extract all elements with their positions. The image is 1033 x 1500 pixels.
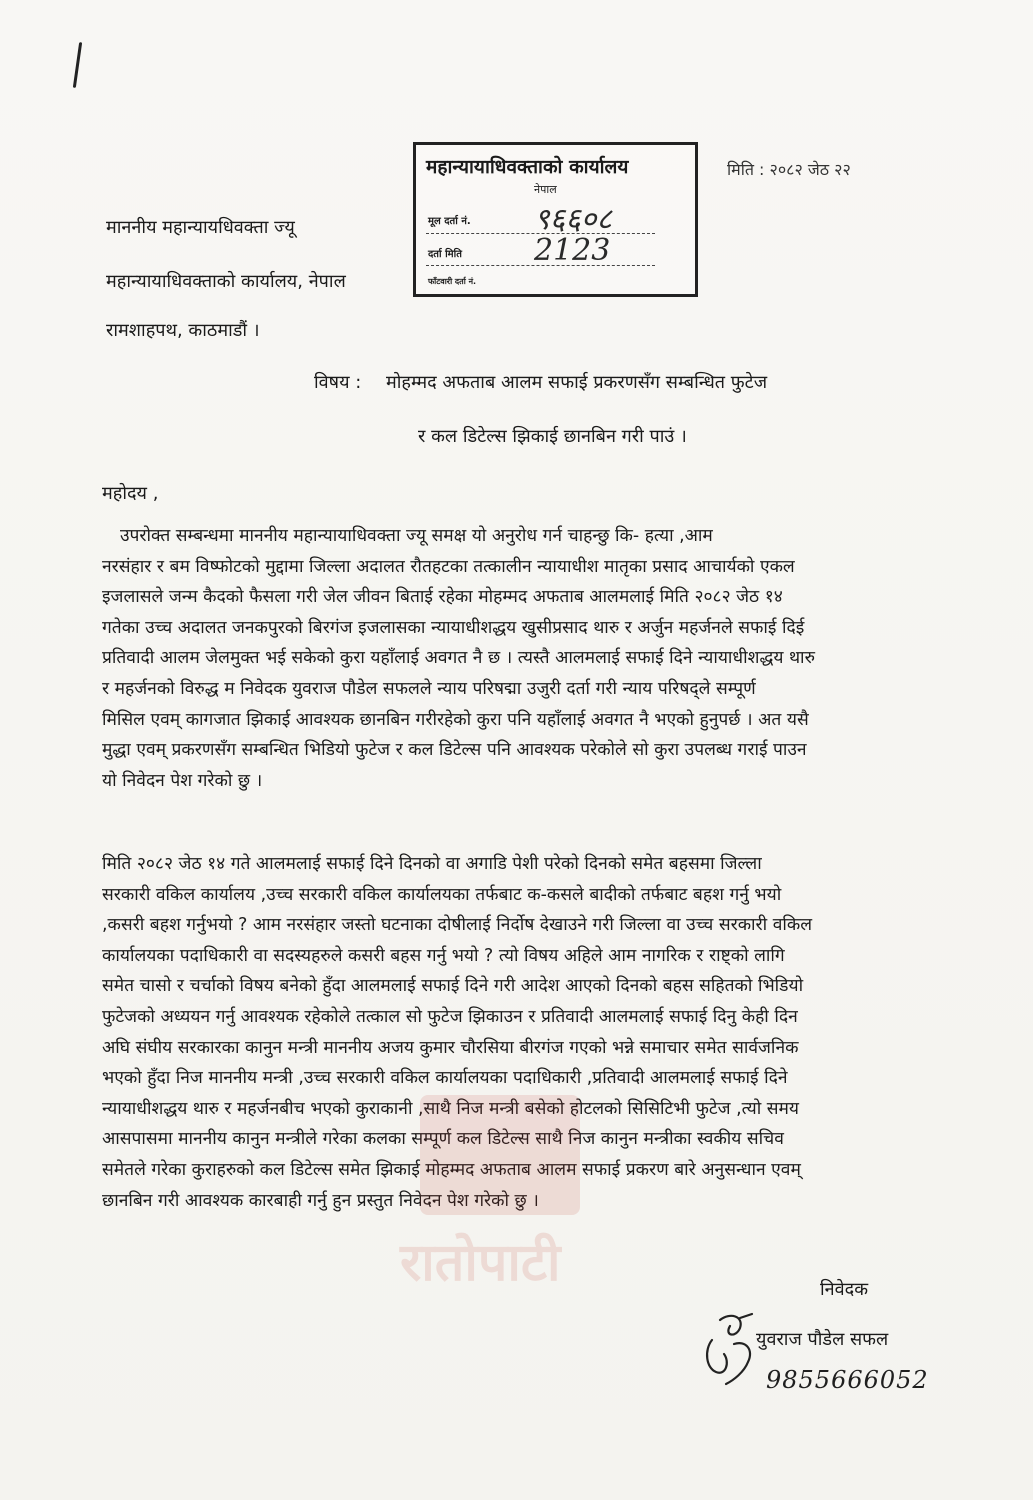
paragraph-line: समेत चासो र चर्चाको विषय बनेको हुँदा आलमलाई सफाई दिने गरी आदेश आएको दिनको बहस सहितको भिडियो: [102, 976, 804, 997]
paragraph-line: गतेका उच्च अदालत जनकपुरको बिरगंज इजलासका न्यायाधीशद्धय खुसीप्रसाद थारु र अर्जुन महर्जनले सफाई दिई: [102, 617, 805, 638]
paragraph-line: र महर्जनको विरुद्ध म निवेदक युवराज पौडेल सफलले न्याय परिषद्मा उजुरी दर्ता गरी न्याय परिषद्ले सम्पूर्ण: [102, 678, 756, 699]
paragraph-line: सरकारी वकिल कार्यालय ,उच्च सरकारी वकिल कार्यालयका तर्फबाट क-कसले बादीको तर्फबाट बहश गर्नु भयो: [102, 884, 782, 905]
paragraph-line: समेतले गरेका कुराहरुको कल डिटेल्स समेत झिकाई मोहम्मद अफताब आलम सफाई प्रकरण बारे अनुसन्धान एवम्: [102, 1159, 801, 1180]
subject-label: विषय :: [314, 372, 362, 393]
paragraph-line: उपरोक्त सम्बन्धमा माननीय महान्यायाधिवक्ता ज्यू समक्ष यो अनुरोध गर्न चाहन्छु कि- हत्या ,आम: [120, 526, 713, 546]
stamp-subtitle: नेपाल: [534, 183, 557, 196]
recipient-line2: महान्यायाधिवक्ताको कार्यालय, नेपाल: [106, 271, 346, 292]
stamp-row3-label: फाँटवारी दर्ता नं.: [428, 277, 477, 286]
body-paragraph-2: [102, 849, 984, 1216]
watermark-text: रातोपाटी: [400, 1233, 561, 1293]
paragraph-line: इजलासले जन्म कैदको फैसला गरी जेल जीवन बिताई रहेका मोहम्मद अफताब आलमलाई मिति २०८२ जेठ १४: [102, 587, 783, 608]
paragraph-line: कार्यालयका पदाधिकारी वा सदस्यहरुले कसरी बहस गर्नु भयो ? त्यो विषय अहिले आम नागरिक र राष्ट्को लागि: [102, 945, 785, 966]
recipient-line1: माननीय महान्यायधिवक्ता ज्यू: [106, 217, 295, 238]
applicant-name: युवराज पौडेल सफल: [756, 1329, 889, 1350]
body-paragraph-1: [102, 521, 984, 796]
applicant-phone: 9855666052: [766, 1366, 929, 1394]
stamp-row2-label: दर्ता मिति: [428, 249, 462, 260]
registration-stamp: [413, 142, 698, 297]
paragraph-line: न्यायाधीशद्धय थारु र महर्जनबीच भएको कुराकानी ,साथै निज मन्त्री बसेको होटलको सिसिटिभी फुटेज ,त्यो समय: [102, 1098, 800, 1119]
subject-line2: र कल डिटेल्स झिकाई छानबिन गरी पाउं ।: [418, 426, 687, 447]
paragraph-line: मिसिल एवम् कागजात झिकाई आवश्यक छानबिन गरीरहेको कुरा पनि यहाँलाई अवगत नै भएको हुनुपर्छ । अत यसै: [102, 709, 809, 730]
paragraph-line: प्रतिवादी आलम जेलमुक्त भई सकेको कुरा यहाँलाई अवगत नै छ । त्यस्तै आलमलाई सफाई दिने न्यायाधीशद्धय थारु: [102, 648, 815, 669]
paragraph-line: आसपासमा माननीय कानुन मन्त्रीले गरेका कलका सम्पूर्ण कल डिटेल्स साथै निज कानुन मन्त्रीका स्वकीय सचिव: [102, 1129, 784, 1150]
stamp-row1-value: ९६६०८: [534, 202, 612, 237]
stamp-title: महान्यायाधिवक्ताको कार्यालय: [426, 156, 629, 178]
paragraph-line: मिति २०८२ जेठ १४ गते आलमलाई सफाई दिने दिनको वा अगाडि पेशी परेको दिनको समेत बहसमा जिल्ला: [102, 854, 762, 874]
paragraph-line: भएको हुँदा निज माननीय मन्त्री ,उच्च सरकारी वकिल कार्यालयका पदाधिकारी ,प्रतिवादी आलमलाई सफाई दिने: [102, 1068, 788, 1089]
paragraph-line: मुद्धा एवम् प्रकरणसँग सम्बन्धित भिडियो फुटेज र कल डिटेल्स पनि आवश्यक परेकोले सो कुरा उपलब्ध गराई पाउन: [102, 740, 807, 761]
salutation: महोदय ,: [102, 483, 159, 504]
paragraph-line: छानबिन गरी आवश्यक कारबाही गर्नु हुन प्रस्तुत निवेदन पेश गरेको छु ।: [102, 1190, 539, 1211]
letter-date: मिति : २०८२ जेठ २२: [727, 160, 851, 179]
paragraph-line: ,कसरी बहश गर्नुभयो ? आम नरसंहार जस्तो घटनाका दोषीलाई निर्दोष देखाउने गरी जिल्ला वा उच्च सरकारी वकिल: [102, 915, 813, 936]
stamp-row1-label: मूल दर्ता नं.: [428, 216, 471, 227]
signature-scrawl-icon: [700, 1310, 762, 1390]
paragraph-line: फुटेजको अध्ययन गर्नु आवश्यक रहेकोले तत्काल सो फुटेज झिकाउन र प्रतिवादी आलमलाई सफाई दिनु केही दिन: [102, 1006, 798, 1027]
paragraph-line: नरसंहार र बम विष्फोटको मुद्दामा जिल्ला अदालत रौतहटका तत्कालीन न्यायाधीश मातृका प्रसाद आचार्यको एकल: [102, 556, 795, 577]
stamp-row2-value: 2123: [534, 233, 611, 268]
subject-line1: मोहम्मद अफताब आलम सफाई प्रकरणसँग सम्बन्धित फुटेज: [386, 372, 768, 393]
paragraph-line: अघि संघीय सरकारका कानुन मन्त्री माननीय अजय कुमार चौरसिया बीरगंज गएको भन्ने समाचार समेत सार्वजनिक: [102, 1037, 799, 1058]
paragraph-line: यो निवेदन पेश गरेको छु ।: [102, 770, 263, 791]
margin-mark: [73, 42, 82, 88]
stamp-divider: [426, 265, 655, 266]
applicant-label: निवेदक: [820, 1279, 869, 1300]
recipient-line3: रामशाहपथ, काठमाडौं ।: [106, 320, 260, 341]
